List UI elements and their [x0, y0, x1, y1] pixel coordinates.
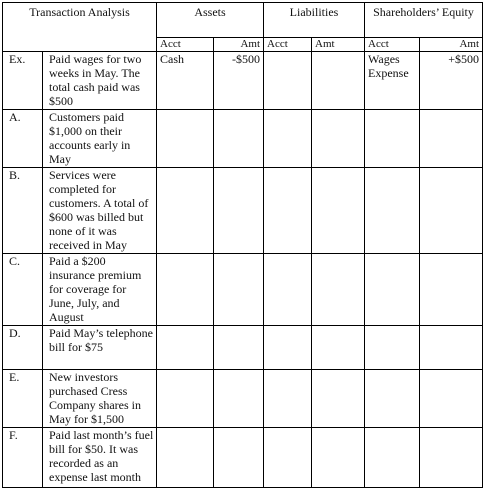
liabilities-acct-cell: [264, 370, 312, 428]
liabilities-acct-header: Acct: [264, 38, 312, 52]
assets-acct-header: Acct: [157, 38, 214, 52]
assets-acct-cell: Cash: [157, 52, 214, 110]
assets-amt-cell: [214, 168, 264, 254]
assets-acct-cell: [157, 326, 214, 370]
equity-amt-cell: [420, 254, 483, 326]
equity-acct-cell: [365, 326, 420, 370]
liabilities-amt-cell: [312, 326, 365, 370]
header-row: [3, 3, 483, 38]
liabilities-amt-cell: [312, 254, 365, 326]
table-row: [3, 52, 483, 110]
equity-acct-cell: [365, 110, 420, 168]
liabilities-amt-cell: [312, 110, 365, 168]
row-label: E.: [3, 370, 43, 428]
assets-amt-header: Amt: [214, 38, 264, 52]
table-row: [3, 110, 483, 168]
row-label: F.: [3, 428, 43, 488]
header-transaction-analysis: Transaction Analysis: [3, 3, 157, 52]
assets-amt-cell: [214, 370, 264, 428]
row-label: Ex.: [3, 52, 43, 110]
row-description: Paid last month’s fuel bill for $50. It was recorded as an expense last month: [43, 428, 157, 488]
liabilities-amt-cell: [312, 370, 365, 428]
liabilities-acct-cell: [264, 52, 312, 110]
equity-amt-cell: +$500: [420, 52, 483, 110]
equity-amt-cell: [420, 428, 483, 488]
equity-acct-cell: Wages Expense: [365, 52, 420, 110]
equity-amt-cell: [420, 370, 483, 428]
assets-acct-cell: [157, 110, 214, 168]
table-row: [3, 428, 483, 488]
assets-acct-cell: [157, 428, 214, 488]
equity-acct-cell: [365, 168, 420, 254]
liabilities-amt-cell: [312, 52, 365, 110]
equity-acct-cell: [365, 370, 420, 428]
equity-acct-cell: [365, 254, 420, 326]
row-description: Customers paid $1,000 on their accounts early in May: [43, 110, 157, 168]
liabilities-acct-cell: [264, 326, 312, 370]
header-liabilities: Liabilities: [264, 3, 365, 38]
row-description: Paid May’s telephone bill for $75: [43, 326, 157, 370]
liabilities-acct-cell: [264, 428, 312, 488]
table-row: [3, 370, 483, 428]
equity-amt-cell: [420, 326, 483, 370]
transaction-analysis-table: [2, 2, 483, 488]
row-description: Services were completed for customers. A total of $600 was billed but none of it was received in May: [43, 168, 157, 254]
assets-acct-cell: [157, 370, 214, 428]
liabilities-acct-cell: [264, 254, 312, 326]
table-row: [3, 326, 483, 370]
assets-amt-cell: [214, 326, 264, 370]
equity-acct-header: Acct: [365, 38, 420, 52]
row-description: New investors purchased Cress Company shares in May for $1,500: [43, 370, 157, 428]
assets-amt-cell: -$500: [214, 52, 264, 110]
row-label: C.: [3, 254, 43, 326]
assets-acct-cell: [157, 254, 214, 326]
header-equity: Shareholders’ Equity: [365, 3, 483, 38]
assets-amt-cell: [214, 110, 264, 168]
row-description: Paid a $200 insurance premium for coverage for June, July, and August: [43, 254, 157, 326]
row-description: Paid wages for two weeks in May. The total cash paid was $500: [43, 52, 157, 110]
assets-amt-cell: [214, 254, 264, 326]
equity-amt-header: Amt: [420, 38, 483, 52]
row-label: A.: [3, 110, 43, 168]
equity-amt-cell: [420, 168, 483, 254]
equity-amt-cell: [420, 110, 483, 168]
liabilities-amt-cell: [312, 168, 365, 254]
row-label: B.: [3, 168, 43, 254]
equity-acct-cell: [365, 428, 420, 488]
table-row: [3, 168, 483, 254]
assets-amt-cell: [214, 428, 264, 488]
liabilities-acct-cell: [264, 168, 312, 254]
header-assets: Assets: [157, 3, 264, 38]
liabilities-acct-cell: [264, 110, 312, 168]
liabilities-amt-header: Amt: [312, 38, 365, 52]
assets-acct-cell: [157, 168, 214, 254]
row-label: D.: [3, 326, 43, 370]
liabilities-amt-cell: [312, 428, 365, 488]
table-row: [3, 254, 483, 326]
